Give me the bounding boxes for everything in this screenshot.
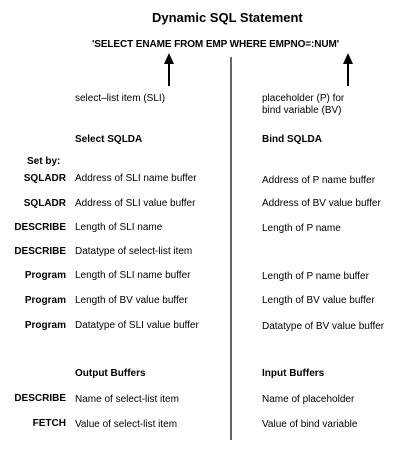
row-bind-field: Address of BV value buffer: [262, 198, 381, 209]
row-select-field: Length of SLI name buffer: [75, 270, 191, 281]
row-setter: Program: [24, 295, 66, 306]
input-buffer-field: Name of placeholder: [262, 394, 355, 405]
row-bind-field: Length of BV value buffer: [262, 295, 375, 306]
placeholder-annotation-line2: bind variable (BV): [262, 105, 342, 116]
output-buffer-field: Name of select-list item: [75, 394, 179, 405]
row-bind-field: Length of P name buffer: [262, 271, 369, 282]
row-bind-field: Datatype of BV value buffer: [262, 321, 385, 332]
placeholder-annotation-line1: placeholder (P) for: [262, 93, 345, 104]
diagram-title: Dynamic SQL Statement: [152, 10, 303, 25]
select-sqlda-header: Select SQLDA: [75, 134, 143, 145]
row-setter: DESCRIBE: [14, 222, 66, 233]
row-bind-field: Length of P name: [262, 223, 341, 234]
placeholder-arrow-head: [343, 53, 353, 64]
sql-statement: 'SELECT ENAME FROM EMP WHERE EMPNO=:NUM': [92, 39, 339, 50]
set-by-label: Set by:: [27, 156, 61, 167]
output-buffer-field: Value of select-list item: [75, 419, 178, 430]
row-select-field: Length of SLI name: [75, 222, 163, 233]
row-setter: SQLADR: [23, 173, 66, 184]
row-setter: DESCRIBE: [14, 246, 66, 257]
sli-annotation: select–list item (SLI): [75, 93, 166, 104]
row-select-field: Length of BV value buffer: [75, 295, 188, 306]
buffer-row-setter: FETCH: [32, 418, 66, 429]
input-buffers-header: Input Buffers: [262, 368, 325, 379]
row-setter: SQLADR: [23, 198, 66, 209]
row-select-field: Address of SLI value buffer: [75, 198, 196, 209]
row-setter: Program: [24, 320, 66, 331]
buffer-row-setter: DESCRIBE: [14, 393, 66, 404]
output-buffers-header: Output Buffers: [75, 368, 146, 379]
sli-arrow-head: [164, 53, 174, 64]
row-select-field: Address of SLI name buffer: [75, 173, 197, 184]
input-buffer-field: Value of bind variable: [262, 419, 358, 430]
row-setter: Program: [24, 270, 66, 281]
bind-sqlda-header: Bind SQLDA: [262, 134, 322, 145]
row-select-field: Datatype of select-list item: [75, 246, 193, 257]
row-bind-field: Address of P name buffer: [262, 175, 376, 186]
row-select-field: Datatype of SLI value buffer: [75, 320, 199, 331]
